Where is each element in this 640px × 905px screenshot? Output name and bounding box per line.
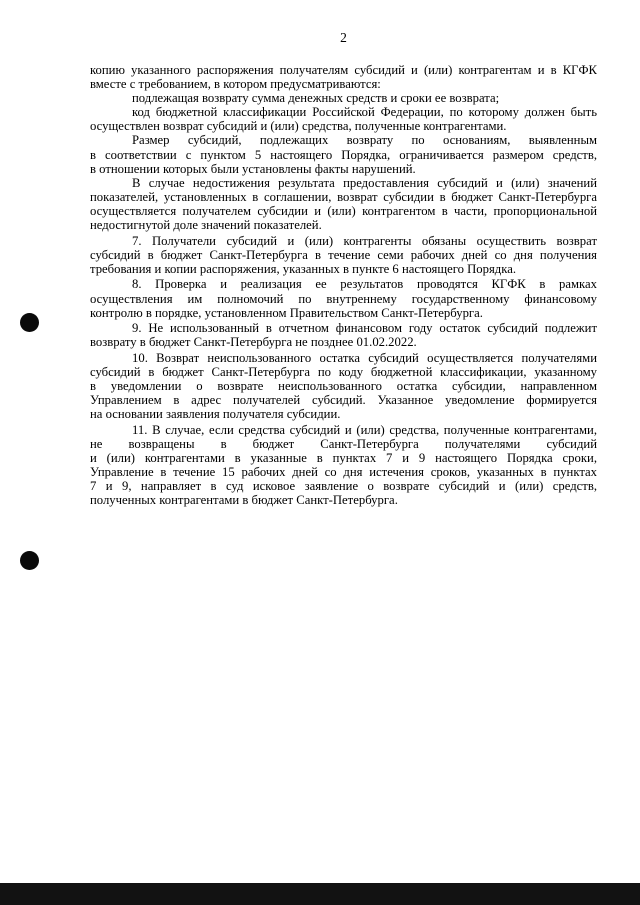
text-line: полученных контрагентами в бюджет Санкт-Петербурга.	[90, 493, 398, 508]
paragraph-item-8	[90, 277, 597, 319]
text-line: Размер субсидий, подлежащих возврату по основаниям, выявленным	[132, 133, 597, 148]
text-line: не возвращены в бюджет Санкт-Петербурга получателями субсидий	[90, 436, 597, 451]
text-line: 10. Возврат неиспользованного остатка субсидий осуществляется получателями	[132, 350, 597, 365]
text-line: код бюджетной классификации Российской Федерации, по которому должен быть	[132, 105, 597, 120]
punch-hole-mark	[20, 313, 39, 332]
text-line: осуществления им полномочий по внутреннему государственному финансовому	[90, 291, 597, 306]
scan-edge-band	[0, 883, 640, 905]
text-line: осуществлен возврат субсидий и (или) средства, полученные контрагентами.	[90, 119, 507, 134]
paragraph-continuation	[90, 63, 597, 91]
paragraph-refund-size	[90, 133, 597, 175]
text-line: вместе с требованием, в котором предусматриваются:	[90, 77, 381, 92]
paragraph-non-achievement	[90, 176, 597, 232]
text-line: в уведомлении о возврате неиспользованного остатка субсидии, направленном	[90, 379, 597, 394]
text-line: 7. Получатели субсидий и (или) контрагенты обязаны осуществить возврат	[132, 233, 597, 248]
text-line: возврату в бюджет Санкт-Петербурга не позднее 01.02.2022.	[90, 335, 417, 350]
paragraph-item-10	[90, 351, 597, 421]
paragraph-item-7	[90, 234, 597, 276]
text-line: 7 и 9, направляет в суд исковое заявление о возврате субсидий и (или) средств,	[90, 479, 597, 494]
text-line: подлежащая возврату сумма денежных средств и сроки ее возврата;	[132, 91, 500, 106]
paragraph-refund-amount	[90, 91, 597, 105]
text-line: на основании заявления получателя субсидии.	[90, 407, 341, 422]
paragraph-item-11	[90, 423, 597, 508]
page-number: 2	[340, 30, 347, 45]
text-line: копию указанного распоряжения получателям субсидий и (или) контрагентам и в КГФК	[90, 63, 597, 77]
text-line: В случае недостижения результата предоставления субсидий и (или) значений	[132, 175, 597, 190]
text-line: в отношении которых были установлены факты нарушений.	[90, 161, 416, 176]
text-line: Управление в течение 15 рабочих дней со дня истечения сроков, указанных в пунктах	[90, 465, 597, 480]
paragraph-budget-code	[90, 105, 597, 133]
paragraph-item-9	[90, 321, 597, 349]
text-line: в соответствии с пунктом 5 настоящего Порядка, ограничивается размером средств,	[90, 147, 597, 162]
text-line: показателей, установленных в соглашении, возврат субсидии в бюджет Санкт-Петербурга	[90, 189, 597, 204]
text-line: 8. Проверка и реализация ее результатов проводятся КГФК в рамках	[132, 277, 597, 292]
text-line: осуществляется получателем субсидии и (или) контрагентом в части, пропорциональной	[90, 203, 597, 218]
document-body	[90, 63, 597, 507]
text-line: недостигнутой доле значений показателей.	[90, 218, 322, 233]
text-line: 11. В случае, если средства субсидий и (или) средства, полученные контрагентами,	[132, 422, 597, 437]
text-line: контролю в порядке, установленном Правительством Санкт-Петербурга.	[90, 305, 483, 320]
text-line: требования и копии распоряжения, указанных в пункте 6 настоящего Порядка.	[90, 261, 517, 276]
text-line: 9. Не использованный в отчетном финансовом году остаток субсидий подлежит	[132, 321, 597, 336]
text-line: Управлением в адрес получателей субсидий. Указанное уведомление формируется	[90, 393, 597, 408]
text-line: и (или) контрагентами в указанные в пунктах 7 и 9 настоящего Порядка сроки,	[90, 451, 597, 466]
text-line: субсидий в бюджет Санкт-Петербурга в течение семи рабочих дней со дня получения	[90, 247, 597, 262]
punch-hole-mark	[20, 551, 39, 570]
text-line: субсидий в бюджет Санкт-Петербурга по коду бюджетной классификации, указанному	[90, 364, 597, 379]
